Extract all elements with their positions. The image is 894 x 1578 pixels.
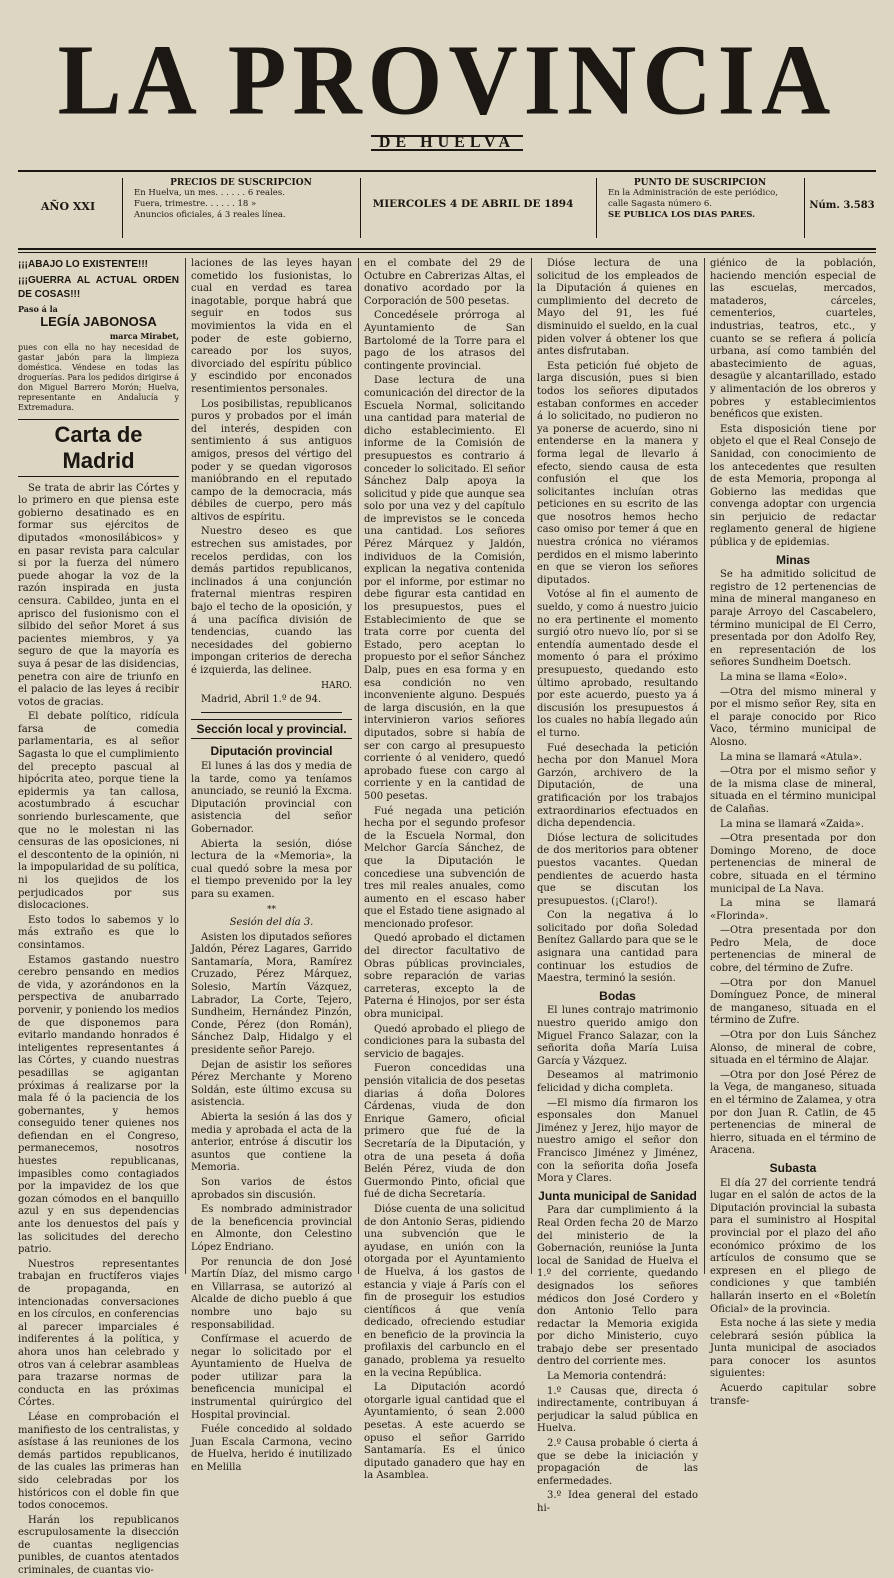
paragraph: Se trata de abrir las Córtes y lo primero en que piensa este gobierno desatinado es en formar sus ejércitos de diputados «monosilábicos» y en pasar revista para calcular si por la fuerza del número puede ahogar la voz de la razón inspirada en justa censura. Cabildeo, junta en el aprisco del fusionismo con el silbido del señor Moret á sus pacientes miembros, y ya seguro de que la mayoría es suya á pesar de las disidencias, penetra con aire de triunfo en el palacio de las leyes á recibir votos de gracias. xyxy=(18,482,179,708)
paragraph: La mina se llamará «Atula». xyxy=(720,751,863,763)
paragraph: Abierta la sesión á las dos y media y aprobada el acta de la anterior, entróse á discutir los asuntos que contiene la Memoria. xyxy=(191,1112,352,1174)
prices-line: Fuera, trimestre. . . . . . 18 » xyxy=(134,199,257,209)
article-heading: Junta municipal de Sanidad xyxy=(538,1188,697,1203)
paragraph: Acuerdo capitular sobre transfe- xyxy=(710,1383,876,1407)
point-title: PUNTO DE SUSCRIPCION xyxy=(633,178,767,188)
columns xyxy=(18,258,876,1577)
paragraph: 1.º Causas que, directa ó indirectamente, contribuyan á perjudicar la salud pública en Huelva. xyxy=(537,1385,698,1435)
paragraph: La mina se llamará «Florinda». xyxy=(710,898,876,922)
paragraph: Confírmase el acuerdo de negar lo solicitado por el Ayuntamiento de Huelva de poder utilizar para la beneficencia municipal el instrumental quirúrgico del Hospital provincial. xyxy=(191,1334,352,1421)
paragraph: Se ha admitido solicitud de registro de 12 pertenencias de mina de mineral manganeso en paraje Arroyo del Cascabelero, término municipal de El Cerro, presentada por don Adolfo Rey, en representación de los señores Sundheim Doetsch. xyxy=(710,569,876,669)
paragraph: Es nombrado administrador de la beneficencia provincial en Almonte, don Celestino López Endriano. xyxy=(191,1204,352,1253)
paragraph: Dejan de asistir los señores Pérez Merchante y Moreno Soldán, este último excusa su asistencia. xyxy=(191,1059,352,1109)
paragraph: 3.º Idea general del estado hi- xyxy=(537,1490,698,1514)
paragraph: Abierta la sesión, dióse lectura de la «Memoria», la cual quedó sobre la mesa por el tiempo prevenido por la ley para su examen. xyxy=(191,838,352,900)
paragraph: Con la negativa á lo solicitado por doña Soledad Benítez Gallardo para que se le asignara una cantidad para continuar los estudios de Maestra, terminó la sesión. xyxy=(537,910,698,985)
paragraph: —El mismo día firmaron los esponsales don Manuel Jiménez y Jerez, hijo mayor de nuestro amigo el señor don Francisco Jiménez y Jiménez, con la señorita doña Josefa Mora y Clares. xyxy=(537,1097,698,1185)
point-line: En la Administración de este periódico, xyxy=(608,188,778,198)
masthead-rule-thin xyxy=(18,252,876,253)
paragraph: Deseamos al matrimonio felicidad y dicha completa. xyxy=(537,1070,698,1094)
divider xyxy=(360,178,361,238)
ad-text: pues con ella no hay necesidad de gastar jabón para la limpieza doméstica. Véndese en todas las droguerías. Para los pedidos dirigirse á don Miguel Barrero Morón; Huelva, representante en Andalucía y Extremadura. xyxy=(18,342,179,412)
ad-brand-sub: marca Mirabet, xyxy=(109,330,179,341)
paragraph: —Otra presentada por don Domingo Moreno, de doce pertenencias de mineral de cobre, situada en el término municipal de La Nava. xyxy=(710,833,876,895)
signature: HARO. xyxy=(321,680,352,691)
paragraph: Para dar cumplimiento á la Real Orden fecha 20 de Marzo del ministerio de la Gobernación, reunióse la Junta local de Sanidad de Huelva el 1.º del corriente, quedando designados los señores médicos don José Cordero y don Antonio Tello para redactar la Memoria exigida por dicho Ministerio, cuyo trabajo debe ser presentado dentro del corriente mes. xyxy=(537,1205,698,1368)
masthead-rule-top xyxy=(18,170,876,172)
column-3 xyxy=(364,258,525,1482)
newspaper-subtitle xyxy=(0,134,894,152)
ad-brand: LEGÍA JABONOSA xyxy=(40,314,157,329)
paragraph: Harán los republicanos escrupulosamente la disección de cuantas negligencias punibles, de cuantos atentados criminales, de cuantas vio- xyxy=(18,1514,179,1577)
paragraph: Dase lectura de una comunicación del director de la Escuela Normal, solicitando una cantidad para material de dicho establecimiento. El informe de la Comisión de presupuestos es contrario á conceder lo solicitado. El señor Sánchez Dalp apoya la solicitud y pide que aunque sea solo por una vez y del capítulo de imprevistos se le conceda una cantidad. Los señores Pérez Márquez y Jaldón, individuos de la Comisión, explican la negativa contenida por el informe, por estimar no debe figurar esta cantidad en los presupuestos, pues el Establecimiento de que se trata corre por cuenta del Estado, pero aceptan lo propuesto por el señor Sánchez Dalp, pues en esa forma y en esa condición no ven inconveniente alguno. Después de larga discusión, en la que intervinieron varios señores diputados, sobre si había de ser con cargo al presupuesto corriente ó al venidero, quedó aprobado fuese con cargo al corriente y en la cantidad de 500 pesetas. xyxy=(364,375,525,802)
paragraph: giénico de la población, haciendo mención especial de las escuelas, mercados, mataderos, cárceles, cementerios, cuarteles, industrias, teatros, etc., y cuanto se se refiera á policía urbana, así como también del abastecimiento de aguas, desagüe y alcantarillado, estado y alimentación de los obreros y pobres y establecimientos benéficos que existen. xyxy=(710,258,876,421)
column-separator xyxy=(704,258,705,1274)
paragraph: Estamos gastando nuestro cerebro pensando en medios de vida, y azorándonos en la perspectiva de anubarrado porvenir, y poniendo los medios de que disponemos para evitarlo mandando honrados é inteligentes representantes á las Córtes, y cuando nuestras pesadillas se agigantan próximas á realizarse por la mala fé ó la paciencia de los gobernantes, y hemos conseguido tener quienes nos defiendan en el Congreso, permanecemos, nosotros huestes republicanas, impasibles como contagiados por la impavidez de los que gozan cómodos en el banquillo azul y en sus dependencias ante los denuestos del país y las solicitudes del derecho patrio. xyxy=(18,954,179,1256)
newspaper-title: LA PROVINCIA xyxy=(57,23,837,136)
paragraph: Fuéle concedido al soldado Juan Escala Carmona, vecino de Huelva, herido é inutilizado en Melilla xyxy=(191,1424,352,1474)
column-separator xyxy=(185,258,186,1274)
article-heading: Minas xyxy=(775,552,810,567)
paragraph: —Otra por don Manuel Domínguez Ponce, de mineral de manganeso, situada en el término de Zufre. xyxy=(710,977,876,1027)
column-separator xyxy=(531,258,532,1274)
paragraph: Los posibilistas, republicanos puros y probados por el imán del interés, despiden con sentimiento á sus antiguos amigos, presos del vértigo del poder y se quedan vigorosos manióbrando en el reputado campo de la democracia, más débiles de cuerpo, pero más altivos de espíritu. xyxy=(191,398,352,523)
paragraph: La mina se llama «Eolo». xyxy=(720,672,848,683)
ad-line: ¡¡¡ABAJO LO EXISTENTE!!! xyxy=(18,259,148,270)
paragraph: —Otra del mismo mineral y por el mismo señor Rey, sita en el paraje conocido por Rico Vaco, término municipal de Alosno. xyxy=(710,686,876,748)
column-1 xyxy=(18,258,179,1577)
column-separator xyxy=(358,258,359,1274)
point-line: SE PUBLICA LOS DIAS PARES. xyxy=(608,210,756,220)
article-heading: Carta de Madrid xyxy=(18,419,179,477)
paragraph: Dióse cuenta de una solicitud de don Antonio Seras, pidiendo una subvención que le ayudase, en unión con la otorgada por el Ayuntamiento de Huelva, á los gastos de estancia y viaje á París con el fin de proseguir los estudios científicos á que venía dedicado, ofreciendo estudiar en beneficio de la provincia la profilaxis del carbunclo en el ganado, problema ya resuelto en la vecina República. xyxy=(364,1203,525,1379)
paragraph: en el combate del 29 de Octubre en Cabrerizas Altas, el donativo acordado por la Corporación de 500 pesetas. xyxy=(364,258,525,307)
paragraph: Fué negada una petición hecha por el segundo profesor de la Escuela Normal, don Melchor García Sánchez, de que la Diputación le concediese una subvención de tres mil reales anuales, como aumento en el escaso haber que el Estado tiene asignado al mencionado profesor. xyxy=(364,805,525,930)
article-heading: Diputación provincial xyxy=(210,744,333,759)
paragraph: laciones de las leyes hayan cometido los fusionistas, lo cual en verdad es tarea inagotable, porque habrá que seguir en todos sus movimientos la vida en el poder de este gobierno, careado por los suyos, divorciado del espíritu público y escindido por enconados resentimientos personales. xyxy=(191,258,352,395)
paragraph: Fueron concedidas una pensión vitalicia de dos pesetas diarias á doña Dolores Cárdenas, viuda de don Enrique Gamero, oficial primero que fué de la Secretaría de la Diputación, y otra de una peseta á doña Belén Pérez, viuda de don Guermondo Pinto, oficial que fué de dicha Secretaría. xyxy=(364,1063,525,1201)
column-4 xyxy=(537,258,698,1514)
subheading: Sesión del día 3. xyxy=(229,917,314,929)
paragraph: Asisten los diputados señores Jaldón, Pérez Lagares, Garrido Santamaría, Mora, Ramírez Cruzado, Pérez Márquez, Solesio, Martín Vázquez, Labrador, La Corte, Tejero, Sundheim, Hernández Pinzón, Conde, Pérez (don Román), Sánchez Dalp, Hidalgo y el presidente señor Parejo. xyxy=(191,931,352,1057)
paragraph: La Memoria contendrá: xyxy=(547,1371,667,1383)
article-heading: Subasta xyxy=(769,1160,817,1175)
paragraph: Fué desechada la petición hecha por don Manuel Mora Garzón, archivero de la Diputación, de una gratificación por los trabajos extraordinarios efectuados en dicha dependencia. xyxy=(537,742,698,830)
paragraph: —Otra por don Luis Sánchez Alonso, de mineral de cobre, situada en el término de Alajar. xyxy=(710,1030,876,1067)
subscription-point xyxy=(600,174,800,244)
separator-stars: ** xyxy=(267,904,276,915)
paragraph: Esta disposición tiene por objeto el que el Real Consejo de Sanidad, con conocimiento de los antecedentes que resulten de esta Memoria, proponga al Gobierno las medidas que convenga adoptar con urgencia sin perjuicio de redactar reglamento general de higiene pública y de epidemias. xyxy=(710,423,876,549)
paragraph: Votóse al fin el aumento de sueldo, y como á nuestro juicio no era pertinente el momento surgió otro nuevo lío, por si se entendía aumentado desde el momento ó para el próximo presupuesto, quedando esto último aprobado, resultando por este acuerdo, puesto ya á discusión los presupuestos á los cuales no había llegado aún el turno. xyxy=(537,589,698,739)
paragraph: Léase en comprobación el manifiesto de los centralistas, y asístase á las reuniones de los demás partidos republicanos, de las cuales las primeras han sido celebradas por los históricos con el doble fin que todos conocemos. xyxy=(18,1411,179,1512)
paragraph: Nuestro deseo es que estrechen sus amistades, por recelos perdidas, con los demás partidos republicanos, inclinados á una conjunción fraternal mientras respiren bajo el techo de la oposición, y á una pacífica división de tendencias, cuando las necesidades del gobierno impongan criterios de derecha é izquierda, las delinee. xyxy=(191,526,352,676)
divider xyxy=(122,178,123,238)
masthead xyxy=(0,0,894,170)
paragraph: Por renuncia de don José Martín Díaz, del mismo cargo en Villarrasa, se autorizó al Alcalde de dicho pueblo á que nombre uno bajo su responsabilidad. xyxy=(191,1256,352,1331)
paragraph: —Otra presentada por don Pedro Mela, de doce pertenencias de mineral de cobre, del término de Zufre. xyxy=(710,925,876,975)
paragraph: Esta noche á las siete y media celebrará sesión pública la Junta municipal de asociados para conocer los asuntos siguientes: xyxy=(710,1318,876,1380)
subtitle-text: DE HUELVA xyxy=(371,135,523,151)
section-heading: Sección local y provincial. xyxy=(191,719,352,740)
prices-title: PRECIOS DE SUSCRIPCION xyxy=(170,178,312,188)
paragraph: 2.º Causa probable ó cierta á que se debe la iniciación y propagación de las enfermedades. xyxy=(537,1438,698,1487)
article-end-rule xyxy=(201,712,342,713)
divider xyxy=(596,178,597,238)
issue-date: MIERCOLES 4 DE ABRIL DE 1894 xyxy=(372,198,574,210)
paragraph: Dióse lectura de una solicitud de los empleados de la Diputación á quienes en cumplimiento del decreto de Mayo del 91, les fué disminuido el sueldo, en la cual piden volver á obtener los que antes disfrutaban. xyxy=(537,258,698,358)
masthead-rule-bottom xyxy=(18,248,876,250)
paragraph: —Otra por el mismo señor y de la misma clase de mineral, situada en el término municipal de Calañas. xyxy=(710,766,876,815)
paragraph: El lunes contrajo matrimonio nuestro querido amigo don Miguel Franco Salazar, con la señorita doña María Luisa García y Vázquez. xyxy=(537,1005,698,1067)
paragraph: Nuestros representantes trabajan en fructíferos viajes de propaganda, en intencionadas conversaciones en los círculos, en conferencias al parecer imparciales é indiferentes á la política, y ahora unos han celebrado y otros van á celebrar asambleas para trazarse normas de conducta en las próximas Córtes. xyxy=(18,1258,179,1409)
issue-number: Núm. 3.583 xyxy=(809,200,875,211)
dateline: Madrid, Abril 1.º de 94. xyxy=(201,694,322,706)
ad-line: ¡¡¡GUERRA AL ACTUAL ORDEN DE COSAS!!! xyxy=(18,275,179,300)
column-2 xyxy=(191,258,352,1474)
paragraph: —Otra por don José Pérez de la Vega, de manganeso, situada en el término de Zalamea, y otra por don Juan R. Catlin, de 45 pertenencias de mineral de hierro, situada en el término de Aracena. xyxy=(710,1069,876,1157)
issue-year: AÑO XXI xyxy=(40,200,96,213)
subscription-prices xyxy=(126,174,356,244)
paragraph: La Diputación acordó otorgarle igual cantidad que el Ayuntamiento, ó sean 2.000 pesetas. A este acuerdo se opuso el señor Garrido Santamaría. Es el único diputado ganadero que hay en la Asamblea. xyxy=(364,1382,525,1482)
paragraph: El lunes á las dos y media de la tarde, como ya teníamos anunciado, se reunió la Excma. Diputación provincial con asistencia del señor Gobernador. xyxy=(191,760,352,835)
paragraph: Esta petición fué objeto de larga discusión, pues si bien todos los señores diputados estaban conformes en acceder á lo solicitado, no pudieron no ya ponerse de acuerdo, sino ni entenderse en la manera y forma legal de llevarlo á efecto, siendo causa de esta confusión el que los solicitantes incluían otras peticiones en su escrito de las que nosotros hemos hecho caso omiso por temer á que en nuestra crónica no viéramos perdidos en el mismo laberinto en que se vieron los señores diputados. xyxy=(537,360,698,586)
paragraph: El día 27 del corriente tendrá lugar en el salón de actos de la Diputación provincial la subasta para el suministro al Hospital provincial por el plazo del año económico próximo de los artículos de consumo que se expresen en el pliego de condiciones y que también hallarán inserto en el «Boletín Oficial» de la provincia. xyxy=(710,1177,876,1315)
paragraph: La mina se llamará «Zaida». xyxy=(720,818,864,830)
paragraph: Quedó aprobado el dictamen del director facultativo de Obras públicas provinciales, sobre reparación de varias carreteras, excepto la de Paterna é Hinojos, por ser ésta obra municipal. xyxy=(364,933,525,1021)
divider xyxy=(804,178,805,238)
paragraph: Dióse lectura de solicitudes de dos meritorios para obtener puestos vacantes. Quedan pendientes de acuerdo hasta que se discutan los presupuestos. (¡Claro!). xyxy=(537,832,698,907)
prices-line: Anuncios oficiales, á 3 reales línea. xyxy=(134,210,286,220)
paragraph: El debate político, ridícula farsa de comedia parlamentaria, es al señor Sagasta lo que el cumplimiento del precepto pascual al hipócrita ateo, porque tiene la epidermis ya tan callosa, acostumbrado á escuchar sonriendo burlescamente, que que no le molestan ni las censuras de las oposiciones, ni el descontento de la opinión, ni la impopularidad de su política, ni los quejidos de los perjudicados por sus dislocaciones. xyxy=(18,711,179,912)
prices-line: En Huelva, un mes. . . . . . 6 reales. xyxy=(134,188,285,198)
article-heading: Bodas xyxy=(599,988,636,1003)
paragraph: Concedésele prórroga al Ayuntamiento de San Bartolomé de la Torre para el pago de los atrasos del contingente provincial. xyxy=(364,310,525,372)
point-line: calle Sagasta número 6. xyxy=(608,199,712,209)
paragraph: Quedó aprobado el pliego de condiciones para la subasta del servicio de bagajes. xyxy=(364,1023,525,1060)
paragraph: Son varios de éstos aprobados sin discusión. xyxy=(191,1176,352,1201)
ad-line: Paso á la xyxy=(18,304,58,314)
column-5 xyxy=(710,258,876,1407)
info-bar xyxy=(18,174,876,250)
paragraph: Esto todos lo sabemos y lo más extraño es que lo consintamos. xyxy=(18,914,179,951)
